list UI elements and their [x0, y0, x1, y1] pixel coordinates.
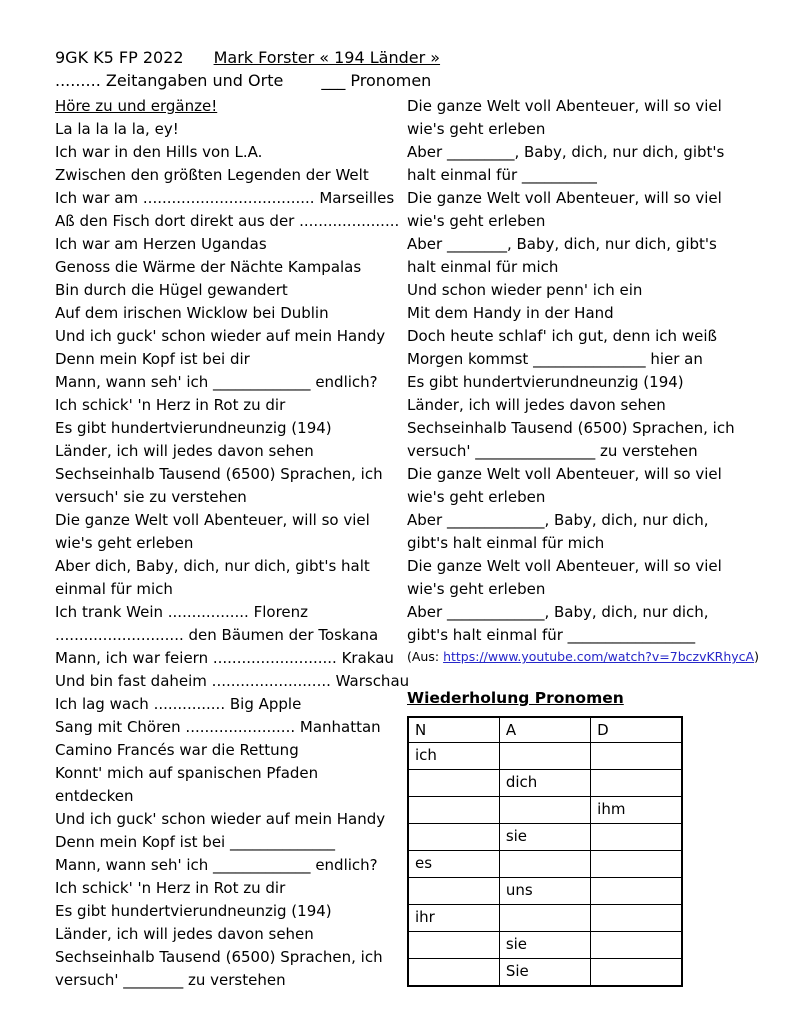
right-lyrics-lines [407, 95, 757, 647]
lyric-line: Und bin fast daheim ......................... Warschau [55, 672, 410, 690]
lyric-line: Die ganze Welt voll Abenteuer, will so viel [407, 465, 722, 483]
cell-nominativ [408, 932, 499, 959]
pronoun-table-head [408, 717, 682, 743]
cell-akkusativ: sie [499, 932, 590, 959]
lyric-line: Aber dich, Baby, dich, nur dich, gibt's halt [55, 557, 370, 575]
lyric-line: Ich war am .................................... Marseilles [55, 189, 395, 207]
pronoun-table-header-cell: N [408, 717, 499, 743]
lyric-line: Ich schick' 'n Herz in Rot zu dir [55, 879, 286, 897]
lyric-line: Denn mein Kopf ist bei ______________ [55, 833, 335, 851]
lyrics-column-right [407, 95, 757, 987]
pronoun-table-row [408, 851, 682, 878]
course-code: 9GK K5 FP 2022 [55, 48, 184, 67]
cell-akkusativ [499, 905, 590, 932]
cell-dativ [591, 770, 682, 797]
lyric-line: versuch' ________ zu verstehen [55, 971, 286, 989]
pronoun-table-row [408, 770, 682, 797]
pronoun-table-header-cell: D [591, 717, 682, 743]
cell-dativ [591, 905, 682, 932]
cell-dativ [591, 824, 682, 851]
pronoun-table-header-row [408, 717, 682, 743]
cell-dativ [591, 959, 682, 986]
lyric-line: Die ganze Welt voll Abenteuer, will so viel [407, 557, 722, 575]
lyric-line: Ich war am Herzen Ugandas [55, 235, 267, 253]
header-line-2 [55, 69, 440, 92]
cell-dativ: ihm [591, 797, 682, 824]
pronoun-table-body [408, 743, 682, 986]
lyric-line: Die ganze Welt voll Abenteuer, will so viel [55, 511, 370, 529]
source-prefix: (Aus: [407, 649, 444, 664]
instruction-heading: Höre zu und ergänze! [55, 97, 218, 115]
cell-nominativ: ich [408, 743, 499, 770]
lyric-line: Aber _____________, Baby, dich, nur dich, [407, 511, 709, 529]
page-title: Mark Forster « 194 Länder » [213, 48, 441, 67]
header [55, 46, 440, 92]
lyric-line: Morgen kommst _______________ hier an [407, 350, 703, 368]
lyric-line: wie's geht erleben [407, 580, 546, 598]
lyric-line: halt einmal für mich [407, 258, 559, 276]
cell-akkusativ: sie [499, 824, 590, 851]
lyric-line: wie's geht erleben [407, 120, 546, 138]
lyric-line: wie's geht erleben [407, 212, 546, 230]
pronoun-table-header-cell: A [499, 717, 590, 743]
lyric-line: entdecken [55, 787, 134, 805]
left-lyrics-lines [55, 118, 410, 992]
lyric-line: Aß den Fisch dort direkt aus der ..................... [55, 212, 400, 230]
lyric-line: Zwischen den größten Legenden der Welt [55, 166, 369, 184]
lyric-line: Mann, wann seh' ich _____________ endlich? [55, 373, 378, 391]
cell-akkusativ [499, 797, 590, 824]
pronoun-table-row [408, 824, 682, 851]
lyric-line: Und ich guck' schon wieder auf mein Handy [55, 810, 386, 828]
lyric-line: wie's geht erleben [407, 488, 546, 506]
lyric-line: wie's geht erleben [55, 534, 194, 552]
lyric-line: Ich trank Wein ................. Florenz [55, 603, 309, 621]
cell-dativ [591, 743, 682, 770]
cell-nominativ [408, 770, 499, 797]
lyric-line: Auf dem irischen Wicklow bei Dublin [55, 304, 329, 322]
cell-akkusativ [499, 743, 590, 770]
lyric-line: Camino Francés war die Rettung [55, 741, 299, 759]
lyric-line: Mann, ich war feiern .......................... Krakau [55, 649, 394, 667]
lyric-line: Denn mein Kopf ist bei dir [55, 350, 250, 368]
lyric-line: versuch' sie zu verstehen [55, 488, 247, 506]
source-line [407, 647, 757, 667]
cell-nominativ [408, 824, 499, 851]
lyric-line: Aber _____________, Baby, dich, nur dich, [407, 603, 709, 621]
lyric-line: Ich war in den Hills von L.A. [55, 143, 263, 161]
lyric-line: Ich lag wach ............... Big Apple [55, 695, 302, 713]
cell-akkusativ: uns [499, 878, 590, 905]
pronoun-table-row [408, 878, 682, 905]
lyric-line: Länder, ich will jedes davon sehen [55, 442, 314, 460]
pronoun-table [407, 716, 683, 987]
cell-akkusativ: dich [499, 770, 590, 797]
cell-nominativ: ihr [408, 905, 499, 932]
pronoun-table-row [408, 932, 682, 959]
lyric-line: Es gibt hundertvierundneunzig (194) [55, 419, 332, 437]
header-line-1 [55, 46, 440, 69]
lyric-line: Es gibt hundertvierundneunzig (194) [55, 902, 332, 920]
lyrics-column-left [55, 95, 410, 992]
cell-akkusativ: Sie [499, 959, 590, 986]
lyric-line: Mann, wann seh' ich _____________ endlich? [55, 856, 378, 874]
lyric-line: ........................... den Bäumen der Toskana [55, 626, 379, 644]
pronoun-table-heading: Wiederholung Pronomen [407, 689, 624, 707]
pronoun-table-row [408, 905, 682, 932]
cell-dativ [591, 932, 682, 959]
lyric-line: Es gibt hundertvierundneunzig (194) [407, 373, 684, 391]
lyric-line: Die ganze Welt voll Abenteuer, will so viel [407, 97, 722, 115]
source-suffix: ) [754, 649, 759, 664]
lyric-line: Mit dem Handy in der Hand [407, 304, 614, 322]
lyric-line: gibt's halt einmal für _________________ [407, 626, 696, 644]
cell-dativ [591, 851, 682, 878]
lyric-line: Sechseinhalb Tausend (6500) Sprachen, ich [55, 465, 383, 483]
lyric-line: Konnt' mich auf spanischen Pfaden [55, 764, 319, 782]
youtube-link[interactable]: https://www.youtube.com/watch?v=7bczvKRhycA [443, 649, 755, 664]
lyric-line: Ich schick' 'n Herz in Rot zu dir [55, 396, 286, 414]
lyric-line: halt einmal für __________ [407, 166, 597, 184]
pronoun-table-row [408, 959, 682, 986]
lyric-line: gibt's halt einmal für mich [407, 534, 605, 552]
lyric-line: Bin durch die Hügel gewandert [55, 281, 288, 299]
lyric-line: Sechseinhalb Tausend (6500) Sprachen, ich [55, 948, 383, 966]
lyric-line: Die ganze Welt voll Abenteuer, will so viel [407, 189, 722, 207]
lyric-line: Genoss die Wärme der Nächte Kampalas [55, 258, 362, 276]
lyric-line: Doch heute schlaf' ich gut, denn ich weiß [407, 327, 717, 345]
cell-nominativ [408, 959, 499, 986]
cell-akkusativ [499, 851, 590, 878]
lyric-line: Und schon wieder penn' ich ein [407, 281, 643, 299]
cell-nominativ: es [408, 851, 499, 878]
lyric-line: Und ich guck' schon wieder auf mein Handy [55, 327, 386, 345]
lyric-line: Aber ________, Baby, dich, nur dich, gibt's [407, 235, 717, 253]
cell-nominativ [408, 797, 499, 824]
pronoun-table-row [408, 743, 682, 770]
pronoun-table-row [408, 797, 682, 824]
lyric-line: Aber _________, Baby, dich, nur dich, gibt's [407, 143, 725, 161]
lyric-line: einmal für mich [55, 580, 173, 598]
cell-nominativ [408, 878, 499, 905]
subtitle-pronomen: ___ Pronomen [321, 71, 432, 90]
lyric-line: Länder, ich will jedes davon sehen [55, 925, 314, 943]
lyric-line: versuch' ________________ zu verstehen [407, 442, 698, 460]
lyric-line: Sechseinhalb Tausend (6500) Sprachen, ich [407, 419, 735, 437]
subtitle-zeitangaben: ......... Zeitangaben und Orte [55, 71, 284, 90]
cell-dativ [591, 878, 682, 905]
lyric-line: Sang mit Chören ....................... Manhattan [55, 718, 381, 736]
lyric-line: La la la la la, ey! [55, 120, 179, 138]
lyric-line: Länder, ich will jedes davon sehen [407, 396, 666, 414]
